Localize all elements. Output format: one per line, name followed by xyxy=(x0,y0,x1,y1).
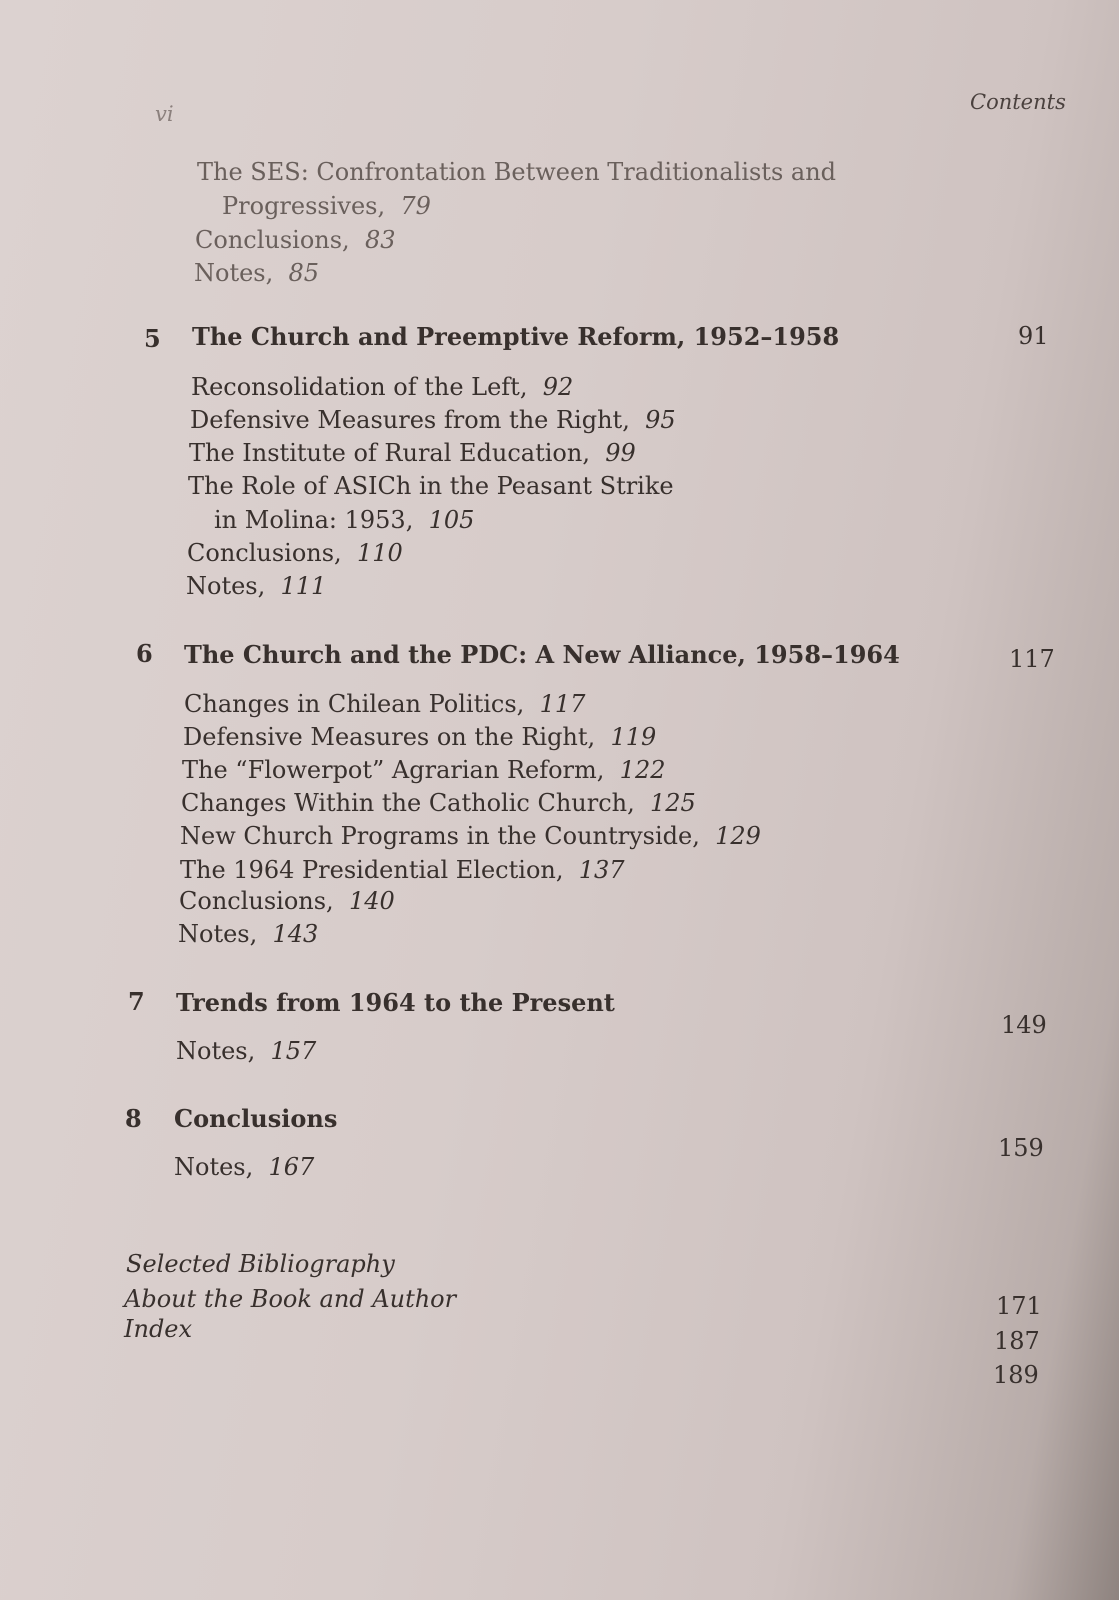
toc-entry-title: Defensive Measures from the Right, xyxy=(190,406,630,434)
toc-entry-page: 111 xyxy=(280,572,327,600)
toc-entry xyxy=(178,922,318,946)
toc-entry-title: The Role of ASICh in the Peasant Strike xyxy=(188,472,674,500)
back-matter-title: Selected Bibliography xyxy=(126,1250,395,1278)
back-matter-page: 189 xyxy=(993,1361,1039,1389)
toc-entry-title: The Institute of Rural Education, xyxy=(189,439,590,467)
chapter-title: Trends from 1964 to the Present xyxy=(176,988,615,1017)
back-matter-page: 171 xyxy=(996,1292,1042,1320)
toc-entry-page: 119 xyxy=(610,723,657,751)
toc-entry-title: The “Flowerpot” Agrarian Reform, xyxy=(182,756,605,784)
chapter-page: 91 xyxy=(1018,322,1049,350)
toc-entry xyxy=(176,1039,316,1063)
chapter-number: 8 xyxy=(125,1104,142,1133)
toc-entry-page: 143 xyxy=(272,920,319,948)
toc-entry-title: Notes, xyxy=(194,259,274,287)
toc-entry-page: 105 xyxy=(428,506,475,534)
toc-entry-page: 167 xyxy=(268,1153,315,1181)
toc-entry-title: Changes Within the Catholic Church, xyxy=(181,789,635,817)
toc-entry xyxy=(187,541,403,565)
toc-entry-title: Notes, xyxy=(174,1153,254,1181)
toc-entry xyxy=(190,408,676,432)
back-matter-title: About the Book and Author xyxy=(124,1285,457,1313)
chapter-page: 159 xyxy=(998,1134,1044,1162)
toc-entry-page: 79 xyxy=(400,192,431,220)
toc-entry-title: in Molina: 1953, xyxy=(214,506,414,534)
toc-entry-ses-cont xyxy=(222,194,431,218)
folio-number: vi xyxy=(155,102,174,126)
toc-entry-title: The 1964 Presidential Election, xyxy=(180,856,564,884)
chapter-number: 6 xyxy=(136,639,153,668)
toc-entry-conclusions-4 xyxy=(195,228,396,252)
toc-entry-cont xyxy=(214,508,474,532)
chapter-page: 117 xyxy=(1009,645,1055,673)
toc-entry xyxy=(182,758,665,782)
toc-entry-title: Changes in Chilean Politics, xyxy=(184,690,525,718)
toc-entry xyxy=(181,791,696,815)
toc-entry xyxy=(191,375,573,399)
toc-entry-page: 157 xyxy=(270,1037,317,1065)
toc-entry-title: Conclusions, xyxy=(187,539,342,567)
toc-entry xyxy=(180,858,625,882)
toc-entry xyxy=(183,725,656,749)
chapter-page: 149 xyxy=(1001,1011,1047,1039)
toc-entry-page: 129 xyxy=(715,822,761,850)
running-head-title: Contents xyxy=(970,90,1066,114)
chapter-title: The Church and the PDC: A New Alliance, 1958–1964 xyxy=(184,640,900,669)
toc-entry-notes-4 xyxy=(194,261,319,285)
toc-entry-title: The SES: Confrontation Between Traditionalists and xyxy=(197,158,837,186)
toc-entry-title: Notes, xyxy=(186,572,266,600)
toc-entry-title: Notes, xyxy=(176,1037,256,1065)
toc-entry xyxy=(174,1155,314,1179)
toc-entry-page: 95 xyxy=(645,406,676,434)
toc-entry-ses xyxy=(197,160,836,184)
back-matter-title: Index xyxy=(124,1315,193,1343)
toc-entry-page: 85 xyxy=(288,259,320,287)
toc-entry-page: 83 xyxy=(364,226,396,254)
toc-entry-page: 117 xyxy=(539,690,586,718)
toc-entry-title: Defensive Measures on the Right, xyxy=(183,723,596,751)
back-matter-page: 187 xyxy=(994,1327,1040,1355)
toc-entry xyxy=(184,692,585,716)
toc-entry-page: 125 xyxy=(650,789,696,817)
toc-entry-title: New Church Programs in the Countryside, xyxy=(180,822,700,850)
toc-entry-page: 110 xyxy=(356,539,403,567)
toc-entry-page: 140 xyxy=(348,887,395,915)
toc-entry xyxy=(189,441,636,465)
toc-entry xyxy=(179,889,395,913)
toc-entry xyxy=(180,824,761,848)
toc-entry-title: Conclusions, xyxy=(179,887,334,915)
toc-entry-title: Conclusions, xyxy=(195,226,350,254)
toc-entry xyxy=(188,474,674,498)
toc-entry-title: Reconsolidation of the Left, xyxy=(191,373,528,401)
chapter-title: Conclusions xyxy=(174,1104,338,1133)
toc-entry-page: 137 xyxy=(578,856,625,884)
toc-entry-title: Progressives, xyxy=(222,192,386,220)
toc-entry-page: 122 xyxy=(619,756,666,784)
toc-entry-title: Notes, xyxy=(178,920,258,948)
chapter-number: 5 xyxy=(144,324,161,353)
toc-entry-page: 92 xyxy=(542,373,574,401)
toc-entry xyxy=(186,574,326,598)
toc-entry-page: 99 xyxy=(605,439,636,467)
chapter-number: 7 xyxy=(128,987,145,1016)
chapter-title: The Church and Preemptive Reform, 1952–1958 xyxy=(192,322,840,351)
